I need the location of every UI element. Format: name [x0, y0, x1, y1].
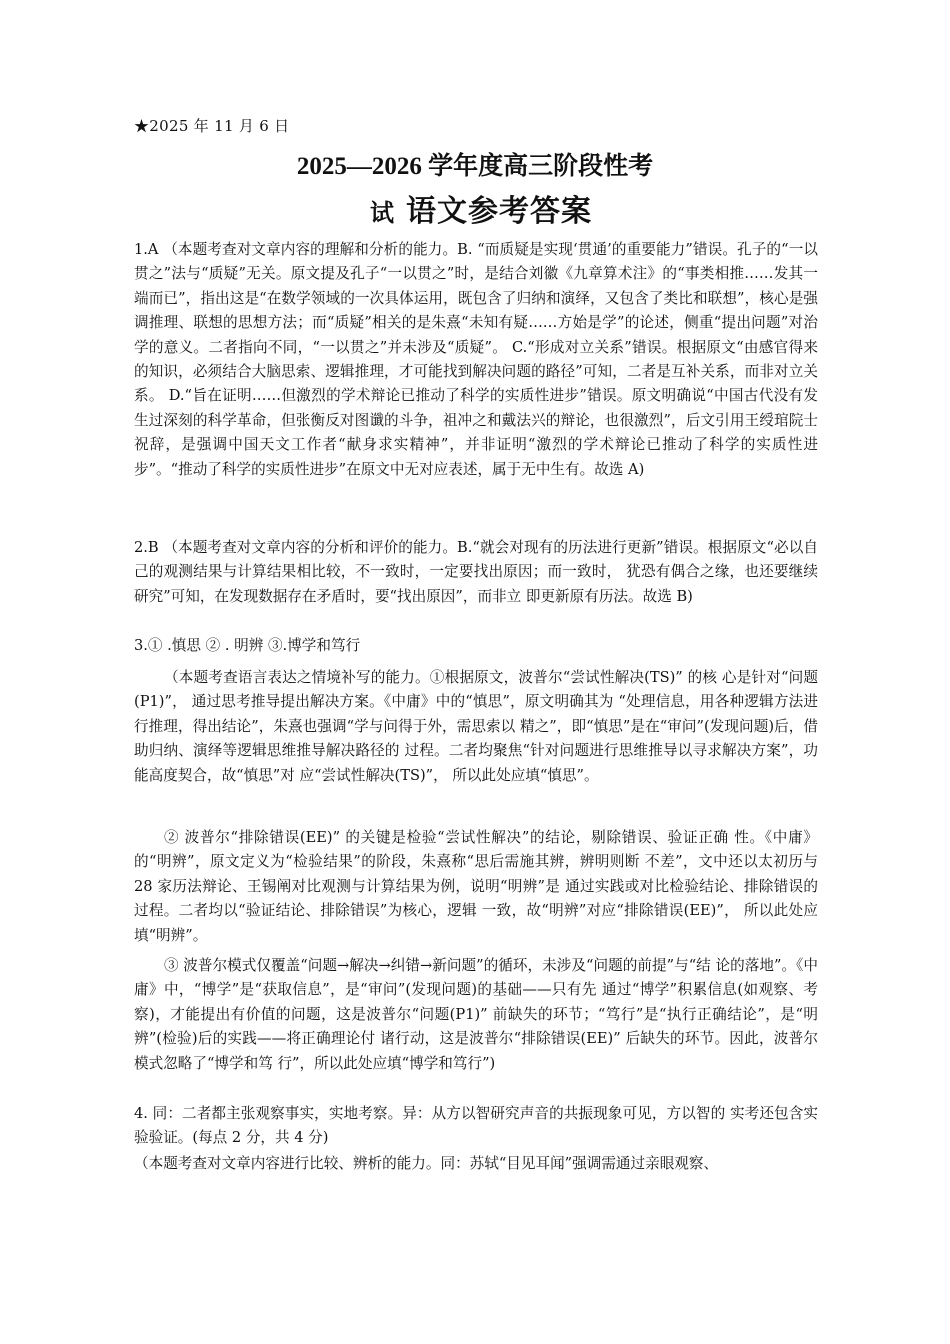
- answer-4-explain: （本题考查对文章内容进行比较、辨析的能力。同：苏轼“目见耳闻”强调需通过亲眼观察、: [134, 1155, 719, 1172]
- page-title-line1: 2025—2026 学年度高三阶段性考: [296, 153, 654, 180]
- answer-3-explain-3: ③ 波普尔模式仅覆盖“问题→解决→纠错→新问题”的循环，未涉及“问题的前提”与“结 论的落地”。《中庸》中，“博学”是“获取信息”，是“审问”(发现问题)的基础——只有先 通过“博学”积累信息(如观察、考察)，才能提出有价值的问题，这是波普尔“问题(P1)” 前缺失的环节；“笃行”是“执行正确结论”，是“明辨”(检验)后的实践——将正确理论付 诸行动，这是波普尔“排除错误(EE)” 后缺失的环节。因此，波普尔模式忽略了“博学和笃 行”，所以此处应填“博学和笃行”): [134, 957, 818, 1072]
- exam-date: ★2025 年 11 月 6 日: [134, 117, 290, 135]
- answer-1: 1.A （本题考查对文章内容的理解和分析的能力。B. “而质疑是实现‘贯通’的重要能力”错误。孔子的“一以贯之”法与“质疑”无关。原文提及孔子“一以贯之”时，是结合刘徽《九章算术注》的“事类相推……发其一端而已”，指出这是“在数学领域的一次具体运用，既包含了归纳和演绎，又包含了类比和联想”，核心是强调推理、联想的思想方法；而“质疑”相关的是朱熹“未知有疑……方始是学”的论述，侧重“提出问题”对治学的意义。二者指向不同，“一以贯之”并未涉及“质疑”。 C.“形成对立关系”错误。根据原文“由感官得来的知识，必须结合大脑思索、逻辑推理，才可能找到解决问题的路径”可知，二者是互补关系，而非对立关系。 D.“旨在证明……但激烈的学术辩论已推动了科学的实质性进步”错误。原文明确说“中国古代没有发生过深刻的科学革命，但张衡反对图谶的斗争，祖冲之和戴法兴的辩论，也很激烈”，后文引用王绶琯院士祝辞，是强调中国天文工作者“献身求实精神”，并非证明“激烈的学术辩论已推动了科学的实质性进步”。“推动了科学的实质性进步”在原文中无对应表述，属于无中生有。故选 A): [134, 241, 818, 478]
- page-title-main: 语文参考答案: [406, 195, 592, 228]
- answer-4-result: 4. 同：二者都主张观察事实，实地考察。异：从方以智研究声音的共振现象可见，方以智的 实考还包含实验验证。(每点 2 分，共 4 分): [134, 1105, 818, 1147]
- title-continuation: 试: [370, 201, 394, 227]
- answer-3-explain-1: （本题考查语言表达之情境补写的能力。①根据原文，波普尔“尝试性解决(TS)” 的核 心是针对“问题(P1)”， 通过思考推导提出解决方案。《中庸》中的“慎思”，原文明确其为 “处理信息，用各种逻辑方法进行推理，得出结论”，朱熹也强调“学与问得于外，需思索以 精之”，即“慎思”是在“审问”(发现问题)后，借助归纳、演绎等逻辑思维推导解决路径的 过程。二者均聚焦“针对问题进行思维推导以寻求解决方案”，功能高度契合，故“慎思”对 应“尝试性解决(TS)”， 所以此处应填“慎思”。: [134, 669, 818, 784]
- answer-3-explain-2: ② 波普尔“排除错误(EE)” 的关键是检验“尝试性解决”的结论，剔除错误、验证正确 性。《中庸》的“明辨”，原文定义为“检验结果”的阶段，朱熹称“思后需施其辨，辨明则断 不差”，文中还以太初历与 28 家历法辩论、王锡阐对比观测与计算结果为例，说明“明辨”是 通过实践或对比检验结论、排除错误的过程。二者均以“验证结论、排除错误”为核心，逻辑 一致，故“明辨”对应“排除错误(EE)”， 所以此处应填“明辨”。: [134, 829, 818, 944]
- answer-3-result: 3.① .慎思 ② . 明辨 ③.博学和笃行: [134, 637, 361, 654]
- answer-2: 2.B （本题考查对文章内容的分析和评价的能力。B.“就会对现有的历法进行更新”错误。根据原文“必以自己的观测结果与计算结果相比较，不一致时，一定要找出原因；而一致时， 犹恐有偶合之缘，也还要继续研究”可知，在发现数据存在矛盾时，要“找出原因”，而非立 即更新原有历法。故选 B): [134, 539, 818, 605]
- page-title-line2: [370, 186, 592, 230]
